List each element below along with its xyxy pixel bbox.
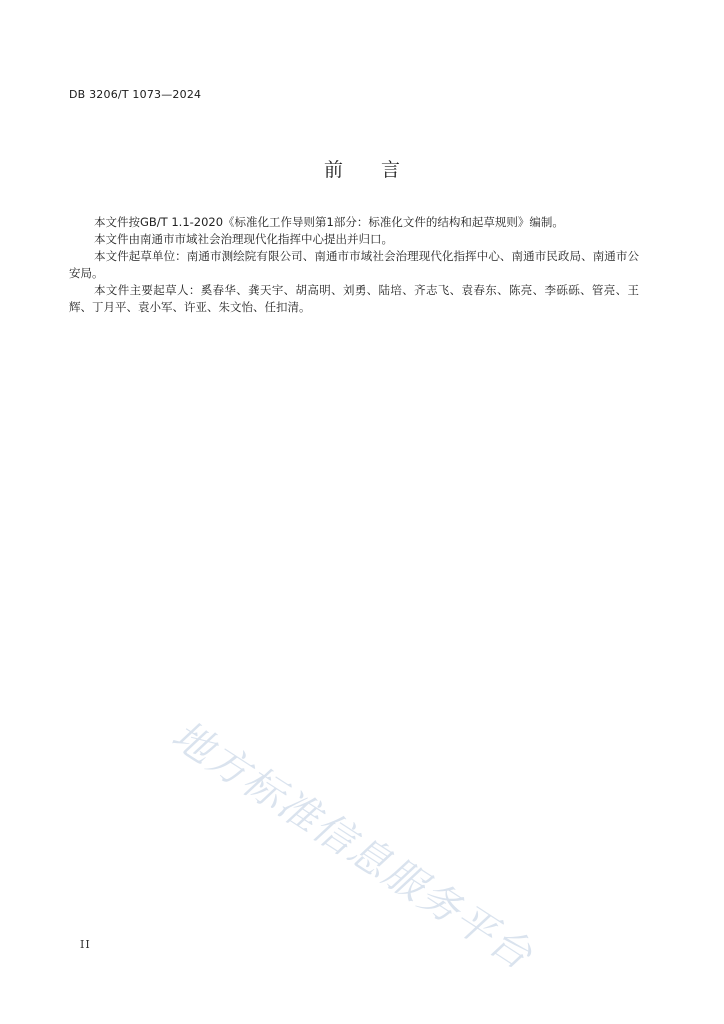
section-title: 前言 [323, 159, 438, 181]
foreword-body [69, 214, 639, 316]
paragraph-drafting-rules: 本文件按GB/T 1.1-2020《标准化工作导则第1部分：标准化文件的结构和起草规则》编制。 [94, 215, 564, 229]
standard-code: DB 3206/T 1073—2024 [69, 88, 202, 101]
watermark: 地方标准信息服务平台 [163, 712, 541, 980]
page-number: II [80, 938, 91, 951]
paragraph-drafters: 本文件主要起草人：奚春华、龚天宇、胡高明、刘勇、陆培、齐志飞、袁春东、陈亮、李砾砾、管亮、王辉、丁月平、袁小军、许亚、朱文怡、任扣清。 [69, 283, 639, 314]
paragraph-proposer: 本文件由南通市市域社会治理现代化指挥中心提出并归口。 [94, 232, 393, 246]
paragraph-drafting-units: 本文件起草单位：南通市测绘院有限公司、南通市市域社会治理现代化指挥中心、南通市民政局、南通市公安局。 [69, 249, 639, 280]
